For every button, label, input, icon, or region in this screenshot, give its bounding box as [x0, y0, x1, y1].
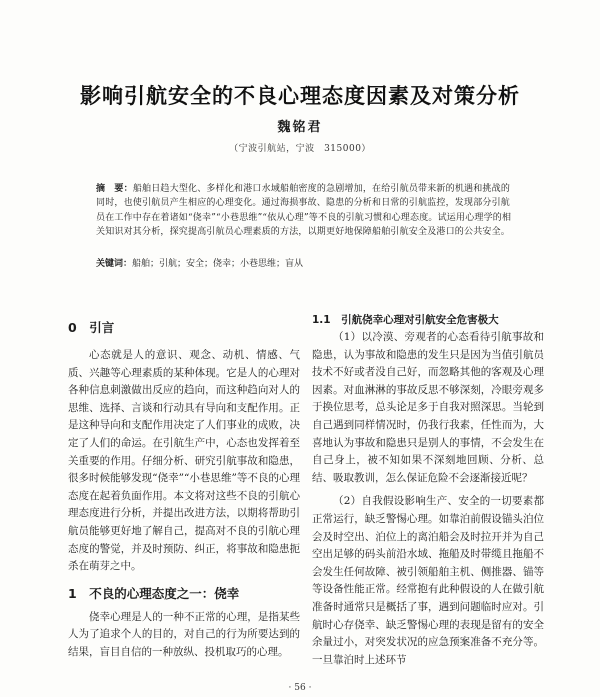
left-column: [68, 315, 300, 662]
keywords-label: 关键词：: [96, 259, 133, 269]
author-affiliation: （宁波引航站，宁波 315000）: [229, 144, 371, 154]
subsection-heading-1-1: 1.1 引航侥幸心理对引航安全危害极大: [312, 314, 499, 326]
section-heading-introduction: 0 引言: [68, 320, 115, 335]
section-1-paragraph: 侥幸心理是人的一种不正常的心理，是指某些人为了追求个人的目的，对自己的行为所要达到的结果，盲目自信的一种放纵、投机取巧的心理。: [68, 610, 300, 658]
introduction-paragraph: 心态就是人的意识、观念、动机、情感、气质、兴趣等心理素质的某种体现。它是人的心理对各种信息刺激做出反应的趋向，而这种趋向对人的思维、选择、言谈和行动具有导向和支配作用。正是这种导向和支配作用决定了人们事业的成败，决定了人们的命运。在引航生产中，心态也发挥着至关重要的作用。仔细分析、研究引航事故和隐患，很多时候能够发现“侥幸”“小巷思维”等不良的心理态度在起着负面作用。本文将对这些不良的引航心理态度进行分析，并提出改进方法，以期将帮助引航员能够更好地了解自己，提高对不良的引航心理态度的警觉，并及时预防、纠正，将事故和隐患扼杀在萌芽之中。: [68, 349, 300, 573]
subsection-paragraph-2: （2）自我假设影响生产、安全的一切要素都正常运行，缺乏警惕心理。如靠泊前假设锚头泊位会及时空出、泊位上的离泊船会及时拉开并为自己空出足够的码头前沿水域、拖船及时带缆且拖船不会发生任何故障、被引领船舶主机、侧推器、锚等等设备性能正常。经常抱有此种假设的人在做引航准备时通常只是概括了事，遇到问题临时应对。引航时心存侥幸、缺乏警惕心理的表现是留有的安全余量过小，对突发状况的应急预案准备不充分等。一旦靠泊时上述环节: [312, 495, 544, 666]
abstract-block: [96, 182, 516, 239]
section-heading-1: 1 不良的心理态度之一：侥幸: [68, 585, 240, 601]
article-author: 魏铭君: [277, 120, 323, 135]
keywords-text: 船舶；引航；安全；侥幸；小巷思维；盲从: [132, 259, 304, 269]
subsection-paragraph-1: （1）以冷漠、旁观者的心态看待引航事故和隐患，认为事故和隐患的发生只是因为当值引航员技术不好或者没自己好，而忽略其他的客观及心理因素。对血淋淋的事故反思不够深刻，冷眼旁观多于换位思考，总头论足多于自我对照深思。当轮到自己遇到同样情况时，仍我行我素，任性而为，大喜地认为事故和隐患只是别人的事情，不会发生在自己身上，被不知如果不深刻地回顾、分析、总结、吸取教训，怎么保证危险不会逐渐接近呢？: [312, 331, 544, 484]
page-number: · 56 ·: [288, 683, 312, 693]
article-title: 影响引航安全的不良心理态度因素及对策分析: [80, 84, 520, 108]
right-column: [312, 312, 544, 669]
abstract-label: 摘 要：: [96, 184, 133, 194]
abstract-text: 船舶日趋大型化、多样化和港口水域船舶密度的急剧增加，在给引航员带来新的机遇和挑战的同时，也使引航员产生相应的心理变化。通过海损事故、隐患的分析和日常的引航监控，发现部分引航员在工作中存在着诸如“侥幸”“小巷思维”“依从心理”等不良的引航习惯和心理态度。试运用心理学的相关知识对其分析，探究提高引航员心理素质的方法，以期更好地保障船舶引航安全及港口的公共安全。: [96, 184, 512, 237]
keywords-block: [96, 257, 516, 271]
